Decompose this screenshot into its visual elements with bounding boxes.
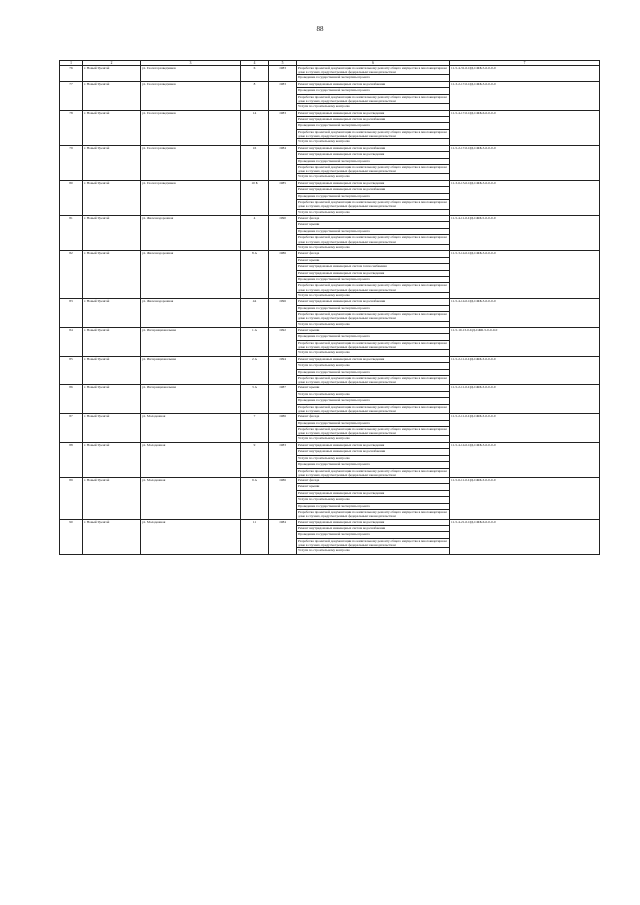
- table-row: [60, 66, 600, 75]
- city-cell: г. Новый Уренгой: [83, 414, 141, 443]
- year-cell: 1990: [269, 216, 297, 251]
- street-cell: ул. Железнодорожная: [141, 216, 241, 251]
- code-cell: 11-5-4-14-0-ЦД-СЖБ-3-0-0-0-0: [450, 299, 600, 328]
- work-item-cell: Услуги по строительному контролю: [297, 436, 450, 442]
- header-cell: 5: [269, 61, 297, 66]
- code-cell: 11-5-2-11-0-ЦД-СЖБ-3-0-0-0-0: [450, 414, 600, 443]
- work-item-cell: Услуги по строительному контролю: [297, 292, 450, 298]
- code-cell: 11-5-4-14-0-ЦД-СЖБ-3-0-0-0-0: [450, 442, 600, 477]
- work-item-cell: Ремонт фасада: [297, 251, 450, 257]
- work-item-cell: Проведение государственной экспертизы проекта: [297, 158, 450, 164]
- header-cell: 4: [241, 61, 269, 66]
- year-cell: 1983: [269, 66, 297, 82]
- work-item-cell: Разработка проектной документации по капитальному ремонту общего имущества в многоквартирном доме в случаях, предусмотренных федеральным законодательством: [297, 283, 450, 292]
- code-cell: 11-5-3-14-0-ЦД-СЖБ-3-0-0-0-0: [450, 251, 600, 299]
- work-item-cell: Ремонт внутридомовых инженерных систем водоснабжения: [297, 117, 450, 123]
- code-cell: 11-3-2-17-0-ЦД-СЖБ-3-0-0-0-0: [450, 81, 600, 110]
- work-item-cell: Ремонт фасада: [297, 414, 450, 420]
- year-cell: 1984: [269, 145, 297, 180]
- work-item-cell: Ремонт внутридомовых инженерных систем теплоснабжения: [297, 264, 450, 270]
- street-cell: ул. Молодежная: [141, 414, 241, 443]
- row-number: 79: [60, 145, 83, 180]
- work-item-cell: Разработка проектной документации по капитальному ремонту общего имущества в многоквартирном доме в случаях, предусмотренных федеральным законодательством: [297, 235, 450, 244]
- work-item-cell: Ремонт внутридомовых инженерных систем водоотведения: [297, 152, 450, 158]
- work-item-cell: Ремонт внутридомовых инженерных систем водоотведения: [297, 490, 450, 496]
- code-cell: 11-5-6-11-0-ЦД-СЖБ-3-0-0-0-0: [450, 477, 600, 519]
- work-item-cell: Разработка проектной документации по капитальному ремонту общего имущества в многоквартирном доме в случаях, предусмотренных федеральным законодательством: [297, 468, 450, 477]
- work-item-cell: Ремонт внутридомовых инженерных систем водоотведения: [297, 356, 450, 362]
- work-item-cell: Ремонт внутридомовых инженерных систем водоотведения: [297, 270, 450, 276]
- house-cell: 6: [241, 66, 269, 82]
- city-cell: г. Новый Уренгой: [83, 327, 141, 356]
- code-cell: 11-5-2-11-0-ЦД-СЖБ-3-0-0-0-0: [450, 385, 600, 414]
- house-cell: 10 Б: [241, 180, 269, 215]
- year-cell: 1984: [269, 519, 297, 554]
- street-cell: ул. Молодежная: [141, 519, 241, 554]
- year-cell: 1987: [269, 385, 297, 414]
- year-cell: 1983: [269, 81, 297, 110]
- street-cell: ул. Интернациональная: [141, 356, 241, 385]
- work-item-cell: Ремонт внутридомовых инженерных систем водоотведения: [297, 442, 450, 448]
- city-cell: г. Новый Уренгой: [83, 81, 141, 110]
- work-item-cell: Ремонт крыши: [297, 327, 450, 333]
- house-cell: 14: [241, 110, 269, 145]
- street-cell: ул. Железнодорожная: [141, 251, 241, 299]
- house-cell: 4: [241, 216, 269, 251]
- code-cell: 11-5-4-17-0-ЦД-СЖБ-6-0-0-0-0: [450, 110, 600, 145]
- house-cell: 44: [241, 299, 269, 328]
- work-item-cell: Разработка проектной документации по капитальному ремонту общего имущества в многоквартирном доме в случаях, предусмотренных федеральным законодательством: [297, 66, 450, 75]
- work-item-cell: Ремонт внутридомовых инженерных систем водоотведения: [297, 180, 450, 186]
- work-item-cell: Проведение государственной экспертизы проекта: [297, 75, 450, 81]
- code-cell: 11-5-4-11-0-ЦД-СЖБ-5-0-0-0-0: [450, 216, 600, 251]
- row-number: 89: [60, 477, 83, 519]
- city-cell: г. Новый Уренгой: [83, 180, 141, 215]
- row-number: 76: [60, 66, 83, 82]
- row-number: 77: [60, 81, 83, 110]
- work-item-cell: Услуги по строительному контролю: [297, 104, 450, 110]
- work-item-cell: Разработка проектной документации по капитальному ремонту общего имущества в многоквартирном доме в случаях, предусмотренных федеральным законодательством: [297, 94, 450, 103]
- year-cell: 1986: [269, 477, 297, 519]
- work-item-cell: Проведение государственной экспертизы проекта: [297, 462, 450, 468]
- work-item-cell: Услуги по строительному контролю: [297, 363, 450, 369]
- work-item-cell: Разработка проектной документации по капитальному ремонту общего имущества в многоквартирном доме в случаях, предусмотренных федеральным законодательством: [297, 200, 450, 209]
- work-item-cell: Разработка проектной документации по капитальному ремонту общего имущества в многоквартирном доме в случаях, предусмотренных федеральным законодательством: [297, 165, 450, 174]
- work-item-cell: Проведение государственной экспертизы проекта: [297, 532, 450, 538]
- year-cell: 1986: [269, 251, 297, 299]
- work-item-cell: Проведение государственной экспертизы проекта: [297, 276, 450, 282]
- street-cell: ул. Геологоразведчиков: [141, 66, 241, 82]
- year-cell: 1983: [269, 442, 297, 477]
- code-cell: 11-3-6-13-0-ЦД-СЖБ-3-0-0-0-0: [450, 180, 600, 215]
- house-cell: 8 А: [241, 251, 269, 299]
- city-cell: г. Новый Уренгой: [83, 477, 141, 519]
- row-number: 87: [60, 414, 83, 443]
- work-item-cell: Проведение государственной экспертизы проекта: [297, 369, 450, 375]
- work-item-cell: Услуги по строительному контролю: [297, 321, 450, 327]
- work-item-cell: Услуги по строительному контролю: [297, 391, 450, 397]
- city-cell: г. Новый Уренгой: [83, 145, 141, 180]
- header-cell: 7: [450, 61, 600, 66]
- house-cell: 3 А: [241, 385, 269, 414]
- work-item-cell: Проведение государственной экспертизы проекта: [297, 193, 450, 199]
- row-number: 81: [60, 216, 83, 251]
- work-item-cell: Проведение государственной экспертизы проекта: [297, 420, 450, 426]
- house-cell: 2 А: [241, 356, 269, 385]
- work-item-cell: Услуги по строительному контролю: [297, 209, 450, 215]
- row-number: 83: [60, 299, 83, 328]
- row-number: 82: [60, 251, 83, 299]
- work-item-cell: Разработка проектной документации по капитальному ремонту общего имущества в многоквартирном доме в случаях, предусмотренных федеральным законодательством: [297, 404, 450, 413]
- city-cell: г. Новый Уренгой: [83, 251, 141, 299]
- work-item-cell: Проведение государственной экспертизы проекта: [297, 334, 450, 340]
- house-cell: 8: [241, 81, 269, 110]
- work-item-cell: Ремонт крыши: [297, 385, 450, 391]
- street-cell: ул. Геологоразведчиков: [141, 180, 241, 215]
- work-item-cell: Разработка проектной документации по капитальному ремонту общего имущества в многоквартирном доме в случаях, предусмотренных федеральным законодательством: [297, 510, 450, 519]
- header-cell: 1: [60, 61, 83, 66]
- work-item-cell: Услуги по строительному контролю: [297, 350, 450, 356]
- work-item-cell: Ремонт внутридомовых инженерных систем водоотведения: [297, 110, 450, 116]
- work-item-cell: Разработка проектной документации по капитальному ремонту общего имущества в многоквартирном доме в случаях, предусмотренных федеральным законодательством: [297, 426, 450, 435]
- row-number: 78: [60, 110, 83, 145]
- work-item-cell: Ремонт внутридомовых инженерных систем водоснабжения: [297, 299, 450, 305]
- work-item-cell: Услуги по строительному контролю: [297, 139, 450, 145]
- work-item-cell: Проведение государственной экспертизы проекта: [297, 123, 450, 129]
- work-item-cell: Ремонт внутридомовых инженерных систем водоснабжения: [297, 449, 450, 455]
- page-number: 88: [316, 25, 324, 33]
- work-item-cell: Разработка проектной документации по капитальному ремонту общего имущества в многоквартирном доме в случаях, предусмотренных федеральным законодательством: [297, 129, 450, 138]
- work-item-cell: Проведение государственной экспертизы проекта: [297, 503, 450, 509]
- house-cell: 1 А: [241, 327, 269, 356]
- code-cell: 11-5-2-11-0-ЦД-СЖБ-3-0-0-0-0: [450, 356, 600, 385]
- street-cell: ул. Железнодорожная: [141, 299, 241, 328]
- row-number: 90: [60, 519, 83, 554]
- year-cell: 1983: [269, 110, 297, 145]
- city-cell: г. Новый Уренгой: [83, 356, 141, 385]
- work-item-cell: Услуги по строительному контролю: [297, 244, 450, 250]
- work-item-cell: Услуги по строительному контролю: [297, 497, 450, 503]
- street-cell: ул. Интернациональная: [141, 327, 241, 356]
- house-cell: 9: [241, 442, 269, 477]
- city-cell: г. Новый Уренгой: [83, 519, 141, 554]
- header-cell: 6: [297, 61, 450, 66]
- work-item-cell: Услуги по строительному контролю: [297, 455, 450, 461]
- house-cell: 9 А: [241, 477, 269, 519]
- header-cell: 2: [83, 61, 141, 66]
- street-cell: ул. Молодежная: [141, 477, 241, 519]
- city-cell: г. Новый Уренгой: [83, 216, 141, 251]
- row-number: 86: [60, 385, 83, 414]
- work-item-cell: Ремонт крыши: [297, 484, 450, 490]
- work-item-cell: Ремонт внутридомовых инженерных систем водоснабжения: [297, 187, 450, 193]
- city-cell: г. Новый Уренгой: [83, 110, 141, 145]
- street-cell: ул. Геологоразведчиков: [141, 81, 241, 110]
- work-item-cell: Проведение государственной экспертизы проекта: [297, 305, 450, 311]
- work-item-cell: Ремонт крыши: [297, 257, 450, 263]
- work-item-cell: Услуги по строительному контролю: [297, 548, 450, 554]
- work-item-cell: Ремонт внутридомовых инженерных систем водоснабжения: [297, 81, 450, 87]
- code-cell: 11-5-4-31-0-ЦД-СЖБ-5-0-0-0-0: [450, 66, 600, 82]
- header-cell: 3: [141, 61, 241, 66]
- street-cell: ул. Геологоразведчиков: [141, 145, 241, 180]
- row-number: 85: [60, 356, 83, 385]
- city-cell: г. Новый Уренгой: [83, 442, 141, 477]
- work-item-cell: Ремонт внутридомовых инженерных систем водоотведения: [297, 519, 450, 525]
- work-item-cell: Разработка проектной документации по капитальному ремонту общего имущества в многоквартирном доме в случаях, предусмотренных федеральным законодательством: [297, 538, 450, 547]
- code-cell: 11-5-10-13-0-ЦД-СЖБ-5-0-0-0-0: [450, 327, 600, 356]
- code-cell: 11-5-4-21-0-ЦД-СЖБ-6-0-0-0-0: [450, 519, 600, 554]
- work-item-cell: Ремонт внутридомовых инженерных систем водоснабжения: [297, 526, 450, 532]
- work-item-cell: Разработка проектной документации по капитальному ремонту общего имущества в многоквартирном доме в случаях, предусмотренных федеральным законодательством: [297, 340, 450, 349]
- street-cell: ул. Геологоразведчиков: [141, 110, 241, 145]
- table-body: [60, 66, 600, 555]
- row-number: 80: [60, 180, 83, 215]
- street-cell: ул. Молодежная: [141, 442, 241, 477]
- work-item-cell: Проведение государственной экспертизы проекта: [297, 88, 450, 94]
- work-item-cell: Ремонт крыши: [297, 222, 450, 228]
- work-item-cell: Ремонт внутридомовых инженерных систем водоснабжения: [297, 145, 450, 151]
- year-cell: 1992: [269, 327, 297, 356]
- code-cell: 11-5-2-17-0-ЦД-СЖБ-3-0-0-0-0: [450, 145, 600, 180]
- program-table: [59, 60, 600, 555]
- year-cell: 1996: [269, 299, 297, 328]
- house-cell: 11: [241, 519, 269, 554]
- year-cell: 1986: [269, 414, 297, 443]
- work-item-cell: Проведение государственной экспертизы проекта: [297, 398, 450, 404]
- work-item-cell: Разработка проектной документации по капитальному ремонту общего имущества в многоквартирном доме в случаях, предусмотренных федеральным законодательством: [297, 375, 450, 384]
- city-cell: г. Новый Уренгой: [83, 299, 141, 328]
- row-number: 84: [60, 327, 83, 356]
- work-item-cell: Услуги по строительному контролю: [297, 174, 450, 180]
- city-cell: г. Новый Уренгой: [83, 66, 141, 82]
- city-cell: г. Новый Уренгой: [83, 385, 141, 414]
- work-item-cell: Проведение государственной экспертизы проекта: [297, 228, 450, 234]
- row-number: 88: [60, 442, 83, 477]
- work-item-cell: Разработка проектной документации по капитальному ремонту общего имущества в многоквартирном доме в случаях, предусмотренных федеральным законодательством: [297, 312, 450, 321]
- house-cell: 16: [241, 145, 269, 180]
- work-item-cell: Ремонт фасада: [297, 216, 450, 222]
- year-cell: 1994: [269, 356, 297, 385]
- work-item-cell: Ремонт фасада: [297, 477, 450, 483]
- year-cell: 1985: [269, 180, 297, 215]
- house-cell: 7: [241, 414, 269, 443]
- street-cell: ул. Интернациональная: [141, 385, 241, 414]
